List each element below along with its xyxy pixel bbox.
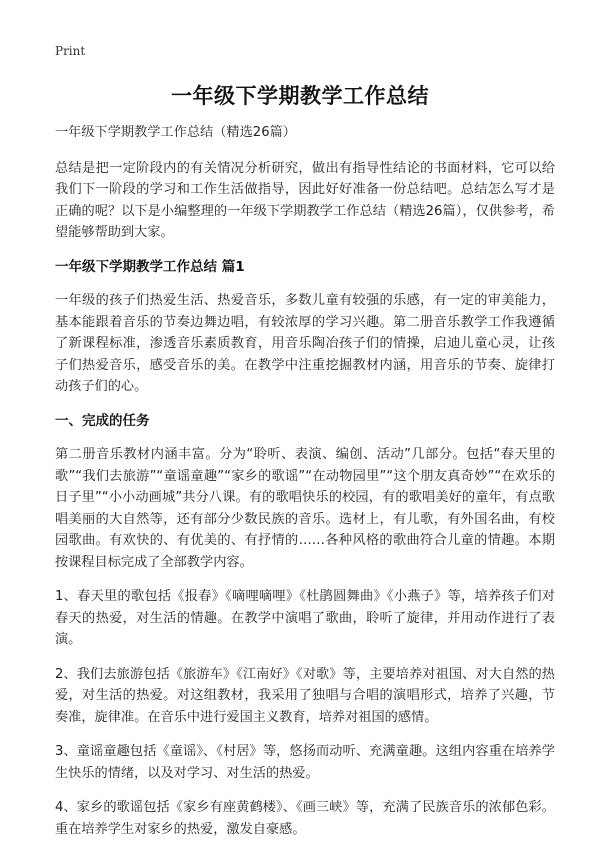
list-item: 4、家乡的歌谣包括《家乡有座黄鹤楼》、《画三峡》等，充满了民族音乐的浓郁色彩。重在培养学生对家乡的热爱，激发自豪感。 <box>55 800 555 837</box>
page-title: 一年级下学期教学工作总结 <box>171 84 429 108</box>
print-link[interactable]: Print <box>55 44 86 58</box>
list-item: 2、我们去旅游包括《旅游车》《江南好》《对歌》等，主要培养对祖国、对大自然的热爱，对生活的热爱。对这组教材，我采用了独唱与合唱的演唱形式，培养了兴趣，节奏准，旋律准。在音乐中进行爱国主义教育，培养对祖国的感情。 <box>55 666 555 725</box>
list-item: 1、春天里的歌包括《报春》《嘀哩嘀哩》《杜鹃圆舞曲》《小燕子》等，培养孩子们对春天的热爱，对生活的情趣。在教学中演唱了歌曲，聆听了旋律，并用动作进行了表演。 <box>55 589 555 647</box>
tasks-paragraph: 第二册音乐教材内涵丰富。分为“聆听、表演、编创、活动”几部分。包括“春天里的歌”“我们去旅游”“童谣童趣”“家乡的歌谣”“在动物园里”“这个朋友真奇妙”“在欢乐的日子里”“小小动画城”共分八课。有的歌唱快乐的校园，有的歌唱美好的童年，有点歌唱美丽的大自然等，还有部分少数民族的音乐。选材上，有儿歌，有外国名曲，有校园歌曲。有欢快的、有优美的、有抒情的……各种风格的歌曲符合儿童的情趣。本期按课程目标完成了全部教学内容。 <box>55 447 555 570</box>
tasks-heading: 一、完成的任务 <box>55 412 150 429</box>
document-subtitle: 一年级下学期教学工作总结（精选26篇） <box>55 125 296 140</box>
list-item: 3、童谣童趣包括《童谣》、《村居》等，悠扬而动听、充满童趣。这组内容重在培养学生快乐的情绪，以及对学习、对生活的热爱。 <box>55 744 555 781</box>
section-heading: 一年级下学期教学工作总结 篇1 <box>55 258 245 275</box>
document-body <box>55 122 555 853</box>
section-paragraph: 一年级的孩子们热爱生活、热爱音乐，多数儿童有较强的乐感，有一定的审美能力，基本能跟着音乐的节奏边舞边唱，有较浓厚的学习兴趣。第二册音乐教学工作我遵循了新课程标准，渗透音乐素质教育，用音乐陶冶孩子们的情操，启迪儿童心灵，让孩子们热爱音乐，感受音乐的美。在教学中注重挖掘教材内涵，用音乐的节奏、旋律打动孩子们的心。 <box>55 293 555 394</box>
intro-paragraph: 总结是把一定阶段内的有关情况分析研究，做出有指导性结论的书面材料，它可以给我们下一阶段的学习和工作生活做指导，因此好好准备一份总结吧。总结怎么写才是正确的呢？以下是小编整理的一年级下学期教学工作总结（精选26篇），仅供参考，希望能够帮助到大家。 <box>55 160 555 240</box>
